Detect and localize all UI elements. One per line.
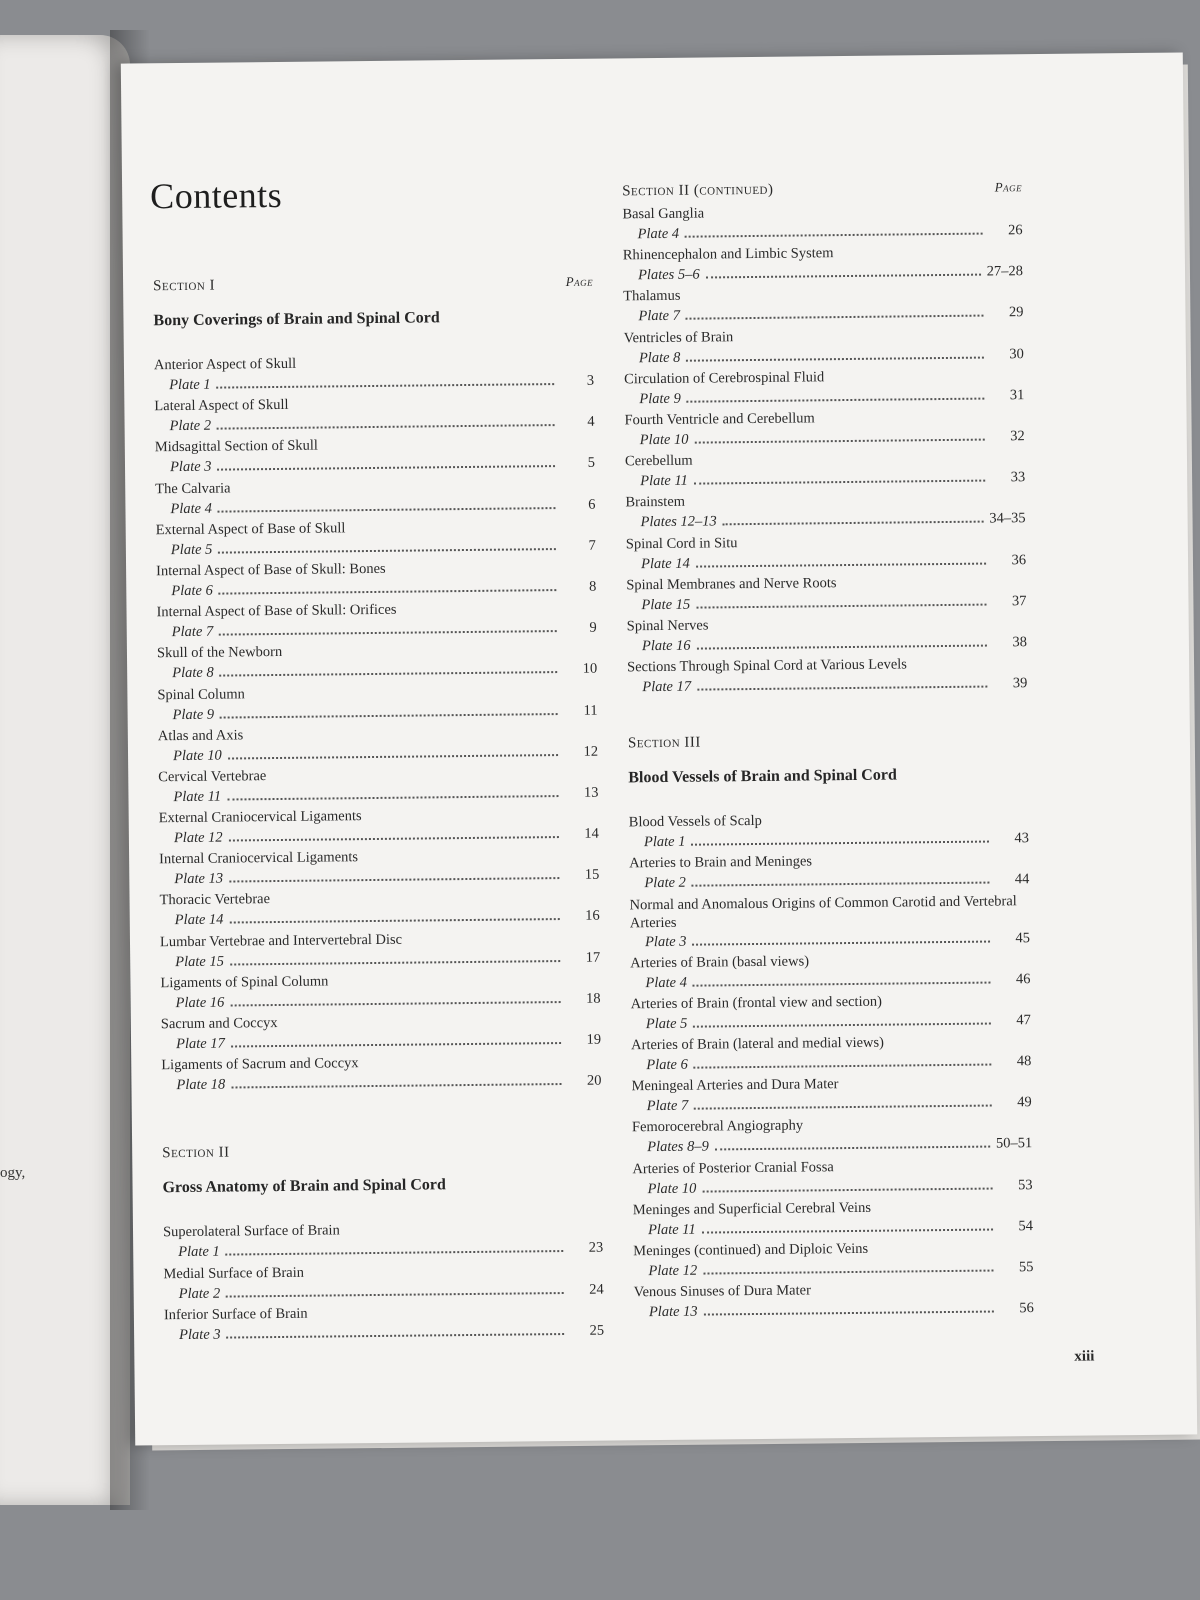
- toc-entry: [163, 1260, 603, 1306]
- toc-entry-title: The Calvaria: [155, 480, 231, 497]
- toc-page-number: 27–28: [986, 263, 1024, 280]
- toc-entry-plate-row: [624, 385, 1024, 409]
- section1-label: Section I: [153, 277, 216, 295]
- toc-entry-title: Thalamus: [623, 288, 681, 305]
- toc-page-number: 20: [586, 1072, 602, 1089]
- dot-leader: [229, 824, 559, 841]
- toc-entry-title: Spinal Cord in Situ: [625, 534, 738, 552]
- toc-entry-plate-row: [623, 303, 1023, 327]
- toc-entry: [631, 991, 1031, 1036]
- toc-page-number: 56: [1019, 1300, 1034, 1317]
- contents-page: [121, 52, 1197, 1445]
- toc-plate-label: Plate 11: [173, 788, 222, 805]
- page-title: Contents: [149, 174, 283, 217]
- toc-entry: [631, 1032, 1031, 1077]
- dot-leader: [697, 674, 987, 691]
- toc-plate-label: Plate 12: [648, 1262, 698, 1280]
- toc-entry-title: Ligaments of Sacrum and Coccyx: [161, 1055, 359, 1074]
- toc-entry-plate-row: [632, 1133, 1032, 1157]
- toc-entry-title: Meninges and Superficial Cerebral Veins: [632, 1199, 872, 1219]
- section2-continued-entries: [622, 201, 1027, 699]
- toc-plate-label: Plate 4: [170, 500, 213, 517]
- toc-entry-title: Arteries of Brain (lateral and medial views): [631, 1034, 885, 1054]
- toc-entry-plate-row: [626, 550, 1026, 574]
- toc-entry-plate-row: [626, 591, 1026, 615]
- toc-entry: [161, 1052, 601, 1098]
- toc-page-number: 8: [588, 578, 597, 595]
- section3-entries: [629, 809, 1034, 1324]
- toc-entry-title: Arteries of Posterior Cranial Fossa: [632, 1158, 834, 1177]
- toc-entry-plate-row: [624, 344, 1024, 368]
- dot-leader: [220, 659, 558, 677]
- dot-leader: [706, 262, 981, 279]
- toc-entry-title: Cerebellum: [624, 452, 693, 470]
- toc-page-number: 10: [582, 660, 598, 678]
- toc-plate-label: Plates 8–9: [647, 1138, 709, 1156]
- toc-entry-plate-row: [154, 412, 594, 437]
- toc-plate-label: Plate 1: [169, 376, 211, 394]
- toc-entry-title: Midsagittal Section of Skull: [154, 437, 319, 456]
- toc-page-number: 9: [589, 619, 597, 636]
- toc-entry-title: Internal Craniocervical Ligaments: [159, 849, 359, 868]
- dot-leader: [704, 1299, 994, 1316]
- toc-entry-title: Skull of the Newborn: [156, 644, 283, 662]
- toc-plate-label: Plate 18: [176, 1076, 226, 1094]
- toc-entry-plate-row: [631, 1010, 1031, 1034]
- toc-plate-label: Plate 14: [640, 555, 690, 572]
- toc-page-number: 14: [584, 825, 599, 842]
- toc-entry-title: Venous Sinuses of Dura Mater: [633, 1282, 811, 1301]
- toc-plate-label: Plate 6: [171, 582, 213, 600]
- toc-page-number: 23: [588, 1239, 604, 1257]
- toc-entry-title: External Craniocervical Ligaments: [158, 808, 362, 827]
- toc-plate-label: Plate 10: [172, 747, 222, 764]
- toc-entry-title: Arteries of Brain (basal views): [630, 953, 810, 971]
- toc-page-number: 44: [1014, 871, 1030, 888]
- toc-plate-label: Plate 17: [175, 1035, 225, 1053]
- toc-page-number: 11: [583, 702, 598, 719]
- dot-leader: [702, 1175, 992, 1192]
- toc-entry-title: Basal Ganglia: [622, 205, 705, 223]
- dot-leader: [697, 632, 987, 649]
- toc-page-number: 53: [1017, 1176, 1033, 1193]
- section2-label: Section II: [162, 1144, 230, 1162]
- toc-entry-title: Spinal Membranes and Nerve Roots: [626, 574, 837, 594]
- toc-plate-label: Plate 5: [645, 1015, 688, 1032]
- toc-page-number: 16: [585, 908, 600, 925]
- toc-page-number: 6: [588, 496, 596, 513]
- toc-plate-label: Plate 14: [174, 912, 224, 929]
- toc-plate-label: Plate 11: [647, 1221, 696, 1238]
- dot-leader: [687, 385, 985, 402]
- toc-entry: [630, 892, 1031, 954]
- dot-leader: [694, 1093, 992, 1110]
- toc-entry: [623, 242, 1023, 287]
- toc-entry-title: Ligaments of Spinal Column: [160, 973, 329, 992]
- toc-entry: [625, 489, 1025, 534]
- dot-leader: [217, 371, 555, 389]
- dot-leader: [703, 1257, 993, 1274]
- toc-plate-label: Plate 4: [637, 225, 680, 243]
- toc-entry: [625, 448, 1025, 493]
- dot-leader: [230, 948, 560, 965]
- toc-entry: [629, 851, 1029, 896]
- dot-leader: [220, 701, 558, 719]
- toc-page-number: 19: [586, 1031, 602, 1048]
- toc-entry-plate-row: [157, 618, 597, 643]
- toc-page-number: 30: [1009, 345, 1024, 362]
- toc-plate-label: Plate 7: [171, 623, 214, 641]
- toc-entry-plate-row: [163, 1238, 603, 1263]
- toc-entry-plate-row: [629, 828, 1029, 852]
- toc-plate-label: Plate 8: [172, 664, 214, 682]
- toc-entry-plate-row: [633, 1216, 1033, 1240]
- toc-plate-label: Plate 10: [639, 431, 689, 449]
- toc-entry: [156, 516, 596, 562]
- toc-entry: [623, 284, 1023, 329]
- toc-page-number: 7: [588, 537, 596, 554]
- toc-page-number: 43: [1014, 830, 1030, 847]
- toc-entry-title: Ventricles of Brain: [623, 328, 734, 346]
- page-column-header: Page: [994, 179, 1023, 195]
- toc-entry: [627, 654, 1027, 699]
- toc-page-number: 38: [1012, 634, 1027, 651]
- dot-leader: [218, 495, 556, 513]
- facing-page-text: ogy,: [0, 1165, 26, 1181]
- toc-page-number: 50–51: [995, 1135, 1033, 1152]
- toc-entry-title: Blood Vessels of Scalp: [628, 813, 762, 831]
- toc-page-number: 46: [1015, 970, 1031, 987]
- toc-plate-label: Plate 15: [641, 596, 691, 613]
- toc-entry-plate-row: [154, 371, 594, 396]
- dot-leader: [692, 870, 990, 887]
- toc-entry-plate-row: [623, 261, 1023, 285]
- toc-page-number: 31: [1009, 386, 1025, 404]
- toc-entry-title: Internal Aspect of Base of Skull: Bones: [156, 560, 386, 580]
- dot-leader: [231, 1030, 561, 1047]
- toc-entry-plate-row: [164, 1279, 604, 1304]
- dot-leader: [694, 468, 985, 485]
- toc-plate-label: Plate 4: [645, 974, 688, 991]
- toc-plate-label: Plate 11: [640, 472, 688, 490]
- toc-entry-title: Lumbar Vertebrae and Intervertebral Disc: [159, 931, 403, 950]
- toc-plate-label: Plate 8: [638, 349, 681, 366]
- toc-entry: [154, 352, 594, 398]
- page-number: xiii: [1074, 1348, 1095, 1365]
- toc-entry-title: Arteries to Brain and Meninges: [629, 853, 813, 872]
- dot-leader: [696, 591, 986, 608]
- dot-leader: [217, 412, 555, 430]
- toc-entry-title: Inferior Surface of Brain: [163, 1305, 308, 1323]
- toc-page-number: 48: [1016, 1053, 1032, 1070]
- toc-entry-title: Arteries of Brain (frontal view and section): [630, 993, 882, 1013]
- toc-entry-title: Internal Aspect of Base of Skull: Orifices: [156, 601, 397, 621]
- toc-plate-label: Plate 3: [169, 459, 212, 476]
- toc-plate-label: Plate 16: [175, 994, 225, 1011]
- toc-plate-label: Plates 12–13: [640, 513, 717, 531]
- dot-leader: [702, 1216, 993, 1233]
- dot-leader: [230, 989, 560, 1006]
- toc-entry-title: Meningeal Arteries and Dura Mater: [631, 1076, 839, 1095]
- section3-title: Blood Vessels of Brain and Spinal Cord: [628, 766, 897, 787]
- toc-plate-label: Plate 3: [644, 933, 687, 950]
- section1-entries: [154, 352, 602, 1098]
- toc-entry: [626, 531, 1026, 576]
- toc-plate-label: Plate 9: [639, 390, 681, 407]
- toc-entry: [164, 1301, 604, 1347]
- toc-entry: [161, 1011, 601, 1057]
- toc-entry-plate-row: [627, 632, 1027, 656]
- toc-entry: [624, 325, 1024, 370]
- toc-page-number: 13: [583, 784, 599, 801]
- toc-entry-plate-row: [631, 1051, 1031, 1075]
- toc-entry-plate-row: [630, 969, 1030, 993]
- toc-entry: [633, 1238, 1033, 1283]
- toc-entry-plate-row: [633, 1175, 1033, 1199]
- toc-entry: [622, 201, 1022, 246]
- toc-entry: [629, 809, 1029, 854]
- dot-leader: [715, 1134, 990, 1151]
- toc-page-number: 24: [589, 1281, 604, 1298]
- toc-plate-label: Plate 2: [169, 417, 212, 435]
- toc-entry: [155, 475, 595, 521]
- section3-label: Section III: [627, 734, 701, 752]
- toc-entry-title: External Aspect of Base of Skull: [155, 520, 346, 539]
- dot-leader: [231, 1071, 561, 1088]
- dot-leader: [694, 427, 984, 444]
- toc-entry-title: Anterior Aspect of Skull: [153, 355, 297, 374]
- right-column: [622, 179, 1034, 1324]
- dot-leader: [686, 303, 984, 320]
- toc-page-number: 54: [1018, 1217, 1034, 1235]
- section2-entries: [163, 1219, 604, 1347]
- toc-entry-title: Sections Through Spinal Cord at Various Levels: [627, 656, 907, 676]
- toc-entry-title: Normal and Anomalous Origins of Common Carotid and Vertebral Arteries: [629, 892, 1017, 931]
- dot-leader: [226, 1238, 564, 1256]
- dot-leader: [226, 1280, 564, 1298]
- toc-entry: [156, 599, 596, 645]
- toc-entry: [160, 969, 600, 1015]
- toc-entry: [632, 1156, 1032, 1201]
- toc-plate-label: Plate 10: [647, 1180, 697, 1197]
- toc-entry-plate-row: [155, 494, 595, 519]
- dot-leader: [691, 829, 989, 846]
- toc-entry-plate-row: [630, 928, 1030, 952]
- toc-page-number: 47: [1016, 1011, 1031, 1029]
- toc-plate-label: Plate 9: [172, 706, 215, 723]
- toc-plate-label: Plate 6: [646, 1056, 688, 1074]
- toc-entry-title: Spinal Column: [157, 685, 245, 703]
- toc-page-number: 29: [1008, 304, 1024, 321]
- toc-entry-plate-row: [627, 673, 1027, 697]
- toc-page-number: 25: [589, 1322, 605, 1339]
- dot-leader: [694, 1052, 992, 1069]
- toc-entry-title: Rhinencephalon and Limbic System: [622, 245, 834, 264]
- toc-entry-plate-row: [155, 453, 595, 478]
- page-column-header: Page: [565, 273, 594, 289]
- toc-entry: [634, 1279, 1034, 1324]
- toc-entry-title: Brainstem: [625, 494, 686, 511]
- toc-page-number: 37: [1011, 592, 1027, 609]
- section-label: [622, 179, 1022, 203]
- toc-entry-plate-row: [160, 906, 600, 931]
- toc-entry-title: Circulation of Cerebrospinal Fluid: [624, 368, 825, 388]
- toc-entry-title: Fourth Ventricle and Cerebellum: [624, 410, 815, 429]
- toc-entry: [627, 613, 1027, 658]
- toc-plate-label: Plate 17: [642, 678, 692, 696]
- toc-plate-label: Plate 13: [648, 1303, 698, 1321]
- toc-entry-title: Lateral Aspect of Skull: [154, 397, 289, 415]
- toc-entry: [160, 928, 600, 974]
- toc-entry: [158, 722, 598, 768]
- toc-plate-label: Plate 7: [638, 308, 681, 325]
- dot-leader: [218, 536, 556, 554]
- toc-entry-plate-row: [632, 1092, 1032, 1116]
- toc-entry: [156, 558, 596, 604]
- toc-plate-label: Plate 12: [173, 829, 223, 847]
- toc-entry: [632, 1114, 1032, 1159]
- toc-page-number: 45: [1015, 929, 1031, 946]
- toc-entry: [630, 950, 1030, 995]
- toc-plate-label: Plate 1: [178, 1244, 220, 1261]
- left-column: [153, 274, 604, 1347]
- section2-continued-label: Section II (continued): [622, 181, 774, 200]
- toc-page-number: 3: [586, 372, 595, 389]
- toc-plate-label: Plate 2: [644, 875, 686, 892]
- dot-leader: [226, 1321, 564, 1339]
- toc-entry-plate-row: [629, 870, 1029, 894]
- toc-plate-label: Plate 5: [170, 541, 213, 558]
- dot-leader: [693, 1010, 991, 1027]
- toc-page-number: 36: [1011, 551, 1027, 568]
- toc-page-number: 17: [585, 949, 601, 966]
- toc-entry-plate-row: [625, 426, 1025, 450]
- toc-entry-plate-row: [156, 577, 596, 602]
- toc-entry-plate-row: [157, 659, 597, 684]
- toc-page-number: 4: [587, 413, 595, 430]
- toc-entry: [158, 764, 598, 810]
- section2-title: Gross Anatomy of Brain and Spinal Cord: [162, 1176, 446, 1197]
- toc-plate-label: Plates 5–6: [637, 266, 700, 284]
- dot-leader: [686, 344, 984, 361]
- toc-page-number: 33: [1010, 469, 1026, 486]
- dot-leader: [723, 509, 984, 526]
- toc-page-number: 49: [1017, 1094, 1032, 1111]
- dot-leader: [696, 550, 986, 567]
- toc-entry: [159, 805, 599, 851]
- toc-page-number: 5: [587, 455, 596, 472]
- toc-page-number: 15: [584, 866, 600, 884]
- dot-leader: [219, 577, 557, 595]
- toc-entry: [624, 407, 1024, 452]
- toc-entry-title: Meninges (continued) and Diploic Veins: [633, 1240, 869, 1260]
- toc-entry: [631, 1073, 1031, 1118]
- section1-title: Bony Coverings of Brain and Spinal Cord: [153, 309, 440, 330]
- toc-entry: [157, 640, 597, 686]
- toc-entry: [159, 887, 599, 933]
- toc-page-number: 32: [1010, 428, 1025, 445]
- toc-entry-plate-row: [164, 1320, 604, 1345]
- dot-leader: [219, 618, 557, 636]
- toc-entry-plate-row: [634, 1298, 1034, 1322]
- dot-leader: [693, 969, 991, 986]
- toc-page-number: 18: [586, 990, 601, 1007]
- toc-page-number: 26: [1008, 222, 1023, 239]
- dot-leader: [692, 928, 990, 945]
- toc-entry: [157, 681, 597, 727]
- toc-entry-title: Atlas and Axis: [157, 727, 244, 744]
- toc-entry-title: Spinal Nerves: [626, 617, 709, 635]
- section-label: [153, 274, 593, 299]
- dot-leader: [229, 865, 559, 882]
- toc-entry-plate-row: [625, 467, 1025, 491]
- toc-entry-plate-row: [156, 535, 596, 560]
- toc-entry-plate-row: [623, 220, 1023, 244]
- toc-plate-label: Plate 2: [178, 1285, 221, 1302]
- dot-leader: [685, 221, 983, 238]
- toc-entry: [159, 846, 599, 892]
- toc-entry-title: Sacrum and Coccyx: [160, 1015, 278, 1033]
- toc-entry-title: Thoracic Vertebrae: [159, 891, 271, 909]
- toc-entry: [163, 1219, 603, 1265]
- toc-entry-title: Medial Surface of Brain: [163, 1264, 305, 1282]
- toc-plate-label: Plate 3: [179, 1326, 221, 1343]
- toc-entry: [155, 434, 595, 480]
- toc-page-number: 39: [1012, 675, 1028, 692]
- toc-entry-plate-row: [626, 508, 1026, 532]
- toc-page-number: 12: [583, 743, 599, 760]
- dot-leader: [217, 453, 555, 471]
- toc-entry-title: Superolateral Surface of Brain: [162, 1222, 340, 1241]
- toc-plate-label: Plate 7: [646, 1097, 689, 1115]
- toc-entry-title: Cervical Vertebrae: [158, 767, 267, 786]
- toc-entry: [624, 366, 1024, 411]
- dot-leader: [229, 906, 559, 923]
- toc-entry-plate-row: [633, 1257, 1033, 1281]
- toc-plate-label: Plate 1: [643, 833, 686, 851]
- toc-page-number: 55: [1018, 1259, 1034, 1276]
- toc-entry: [154, 393, 594, 439]
- toc-plate-label: Plate 15: [175, 953, 225, 970]
- toc-entry: [626, 572, 1026, 617]
- toc-page-number: 34–35: [989, 510, 1026, 527]
- toc-plate-label: Plate 13: [174, 870, 224, 888]
- toc-plate-label: Plate 16: [641, 637, 691, 655]
- toc-entry: [633, 1197, 1033, 1242]
- dot-leader: [227, 783, 558, 800]
- dot-leader: [228, 742, 558, 759]
- toc-entry-title: Femorocerebral Angiography: [631, 1117, 804, 1136]
- toc-entry-plate-row: [158, 700, 598, 725]
